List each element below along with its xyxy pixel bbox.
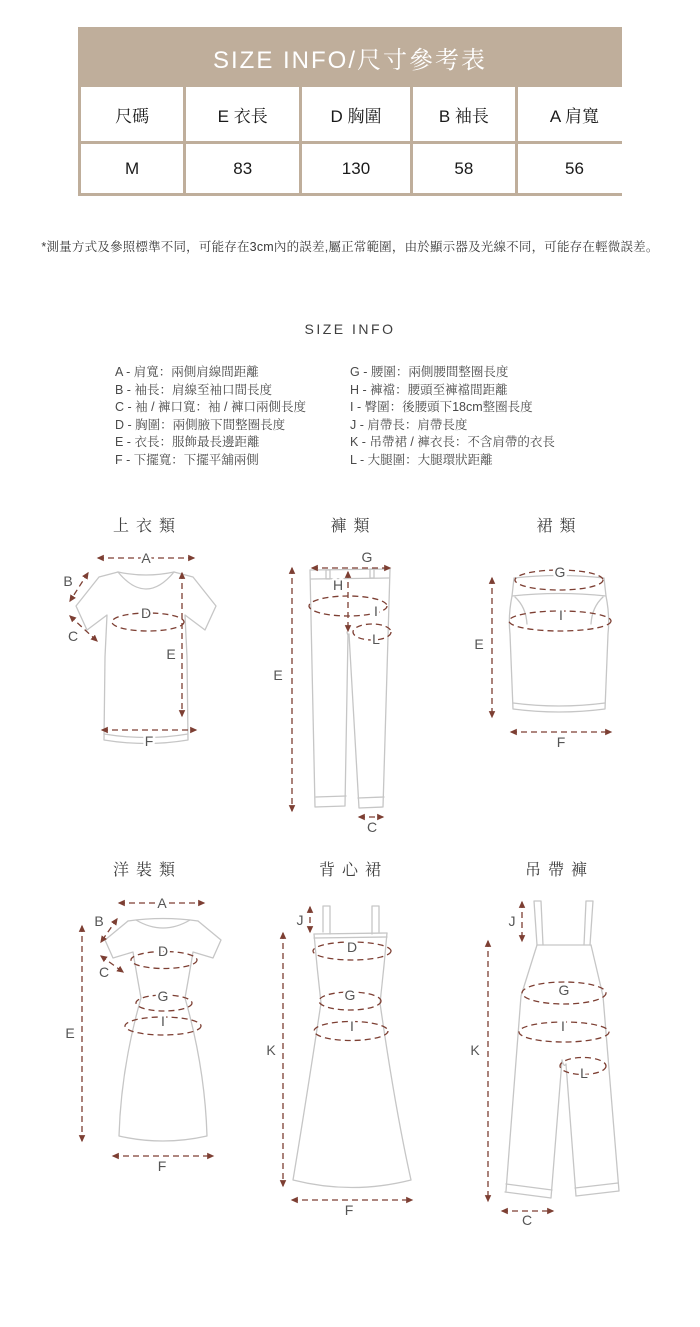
def-b: B - 袖長：肩線至袖口間長度 [115,382,272,397]
measure-label: L [372,631,380,647]
measure-label: G [344,987,356,1003]
vest-dress-diagram [255,888,445,1223]
size-table [78,27,622,196]
measure-label: F [556,734,566,750]
value-bust: 130 [302,144,410,193]
def-d: D - 胸圍：兩側腋下間整圈長度 [115,417,286,432]
definitions [0,364,700,469]
def-e: E - 衣長：服飾最長邊距離 [115,435,260,449]
measurements [63,550,196,749]
measure-label: D [140,605,152,621]
measure-label: C [98,964,110,980]
measure-label: C [366,819,378,835]
overalls-title: 吊帶褲 [524,862,594,879]
measure-label: E [273,667,283,683]
measurements [266,907,412,1218]
diagram-cell-pants [247,513,453,841]
col-header-length: E 衣長 [186,87,299,141]
def-g: G - 腰圍：兩側腰間整圈長度 [350,365,509,379]
garment-outline [76,572,216,744]
value-size: M [81,144,183,193]
skirt-diagram [466,544,646,772]
def-c: C - 袖 / 褲口寬：袖 / 褲口兩側長度 [115,400,306,414]
measure-label: D [157,943,169,959]
definitions-right [350,364,585,469]
measurements [470,902,609,1228]
measure-label: F [144,733,154,749]
size-table-grid [78,87,622,196]
measure-label: G [157,988,169,1004]
col-header-sleeve: B 袖長 [413,87,515,141]
measure-label: H [332,577,344,593]
measure-label: G [361,549,373,565]
def-j: J - 肩帶長：肩帶長度 [350,417,468,432]
dress-title: 洋裝類 [112,862,182,879]
measure-label: I [559,607,563,623]
value-sleeve: 58 [413,144,515,193]
def-l: L - 大腿圍：大腿環狀距離 [350,452,493,467]
measurements [65,895,213,1174]
diagram-grid [41,513,659,1248]
measure-label: B [63,573,73,589]
measurements [273,549,391,835]
diagram-cell-skirt [453,513,659,841]
value-shoulder: 56 [518,144,631,193]
diagram-cell-tops [41,513,247,841]
def-k: K - 吊帶裙 / 褲衣長：不含肩帶的衣長 [350,435,555,449]
measure-label: A [157,895,167,911]
def-f: F - 下擺寬：下擺平舖兩側 [115,452,259,467]
garment-outline [509,576,608,713]
diagram-cell-dress [41,857,247,1248]
tops-diagram [54,544,234,772]
measure-label: J [508,913,516,929]
diagram-cell-overalls [453,857,659,1248]
dress-diagram [41,888,261,1198]
measure-label: F [157,1158,167,1174]
pants-diagram [260,544,440,836]
def-i: I - 臀圍：後腰頭下18cm整圈長度 [350,400,533,414]
measure-label: L [580,1065,588,1081]
measure-label: I [561,1018,565,1034]
col-header-size: 尺碼 [81,87,183,141]
measure-label: I [350,1018,354,1034]
col-header-shoulder: A 肩寬 [518,87,631,141]
def-h: H - 褲襠：腰頭至褲襠間距離 [350,382,508,397]
measure-label: J [296,912,304,928]
vest-dress-title: 背心裙 [318,862,388,879]
measure-label: E [474,636,484,652]
def-a: A - 肩寬：兩側肩線間距離 [115,365,259,379]
pants-title: 褲類 [330,518,377,535]
diagram-cell-vest-dress [247,857,453,1248]
value-length: 83 [186,144,299,193]
measure-label: I [374,603,378,619]
size-info-heading: SIZE INFO [304,321,396,337]
measure-label: K [266,1042,276,1058]
definitions-left [115,364,350,469]
measure-label: C [67,628,79,644]
measurements [474,564,611,750]
measure-label: D [346,939,358,955]
tops-title: 上衣類 [112,518,182,535]
measure-label: G [558,982,570,998]
garment-outline [505,901,619,1198]
measure-label: E [65,1025,75,1041]
measure-label: G [554,564,566,580]
measure-label: F [344,1202,354,1218]
measure-label: A [141,550,151,566]
measure-label: K [470,1042,480,1058]
measurement-note: *測量方式及參照標準不同，可能存在3cm內的誤差,屬正常範圍，由於顯示器及光線不同，可能存在輕微誤差。 [41,240,659,254]
measure-label: B [94,913,104,929]
skirt-title: 裙類 [536,518,583,535]
measure-label: E [166,646,176,662]
measure-label: C [521,1212,533,1228]
size-table-title: SIZE INFO/尺寸參考表 [212,46,487,74]
measure-label: I [161,1013,165,1029]
col-header-bust: D 胸圍 [302,87,410,141]
overalls-diagram [456,888,656,1243]
garment-outline [310,569,390,808]
